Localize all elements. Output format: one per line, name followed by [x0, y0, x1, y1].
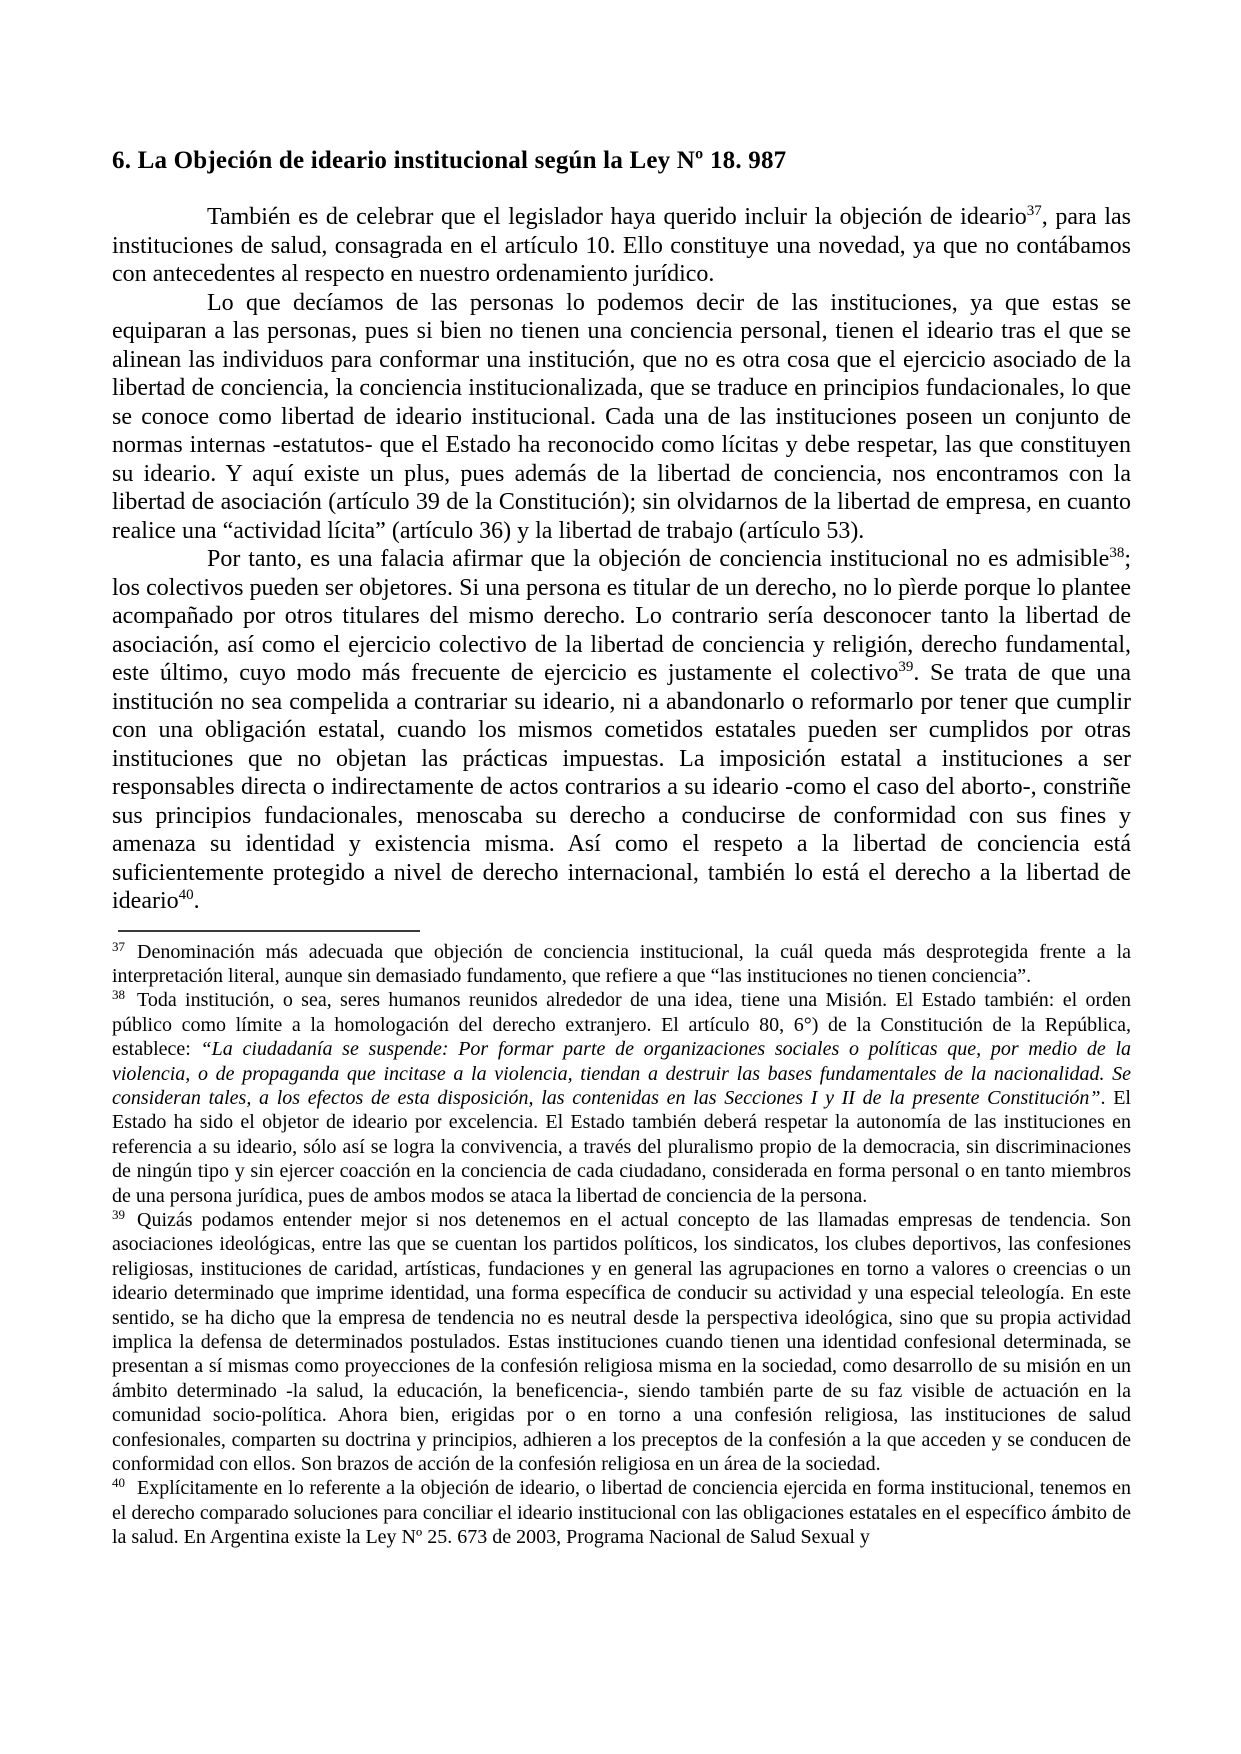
- footnote-ref-39: 39: [898, 659, 914, 675]
- footnote-text: Quizás podamos entender mejor si nos detenemos en el actual concepto de las llamadas empresas de tendencia. Son asociaciones ideológicas, entre las que se cuentan los partidos políticos, los sindicatos, los clubes deportivos, las confesiones religiosas, instituciones de caridad, artísticas, fundaciones y en general las agrupaciones en torno a valores o creencias o un ideario determinado que imprime identidad, una forma específica de conducir su actividad y una especial teleología. En este sentido, se ha dicho que la empresa de tendencia no es neutral desde la perspectiva ideológica, sino que su propia actividad implica la defensa de determinados postulados. Estas instituciones cuando tienen una identidad confesional determinada, se presentan a sí mismas como proyecciones de la confesión religiosa misma en la sociedad, como desarrollo de su misión en un ámbito determinado -la salud, la educación, la beneficencia-, siendo también parte de su faz visible de actuación en la comunidad socio-política. Ahora bien, erigidas por o en torno a una confesión religiosa, las instituciones de salud confesionales, comparten su doctrina y principios, adhieren a los preceptos de la confesión a la que acceden y se conducen de conformidad con ellos. Son brazos de acción de la confesión religiosa en un área de la sociedad.: [112, 1208, 1131, 1476]
- footnote-marker: 38: [112, 987, 125, 1003]
- page-content: [112, 146, 1131, 1550]
- footnote-38: [112, 988, 1131, 1208]
- section-heading: 6. La Objeción de ideario institucional según la Ley Nº 18. 987: [112, 147, 787, 174]
- footnote-separator: [118, 930, 420, 932]
- body-paragraph-2: [112, 289, 1131, 546]
- paragraph-text: , para las instituciones de salud, consagrada en el artículo 10. Ello constituye una novedad, ya que no contábamos con antecedentes al respecto en nuestro ordenamiento jurídico.: [112, 204, 1131, 287]
- footnote-text: Explícitamente en lo referente a la objeción de ideario, o libertad de conciencia ejercida en forma institucional, tenemos en el derecho comparado soluciones para conciliar el ideario institucional con las obligaciones estatales en el específico ámbito de la salud. En Argentina existe la Ley Nº 25. 673 de 2003, Programa Nacional de Salud Sexual y: [112, 1477, 1131, 1549]
- footnote-marker: 39: [112, 1206, 125, 1222]
- footnote-ref-37: 37: [1026, 203, 1042, 219]
- footnotes-section: [112, 940, 1131, 1550]
- footnote-text: Toda institución, o sea, seres humanos reunidos alrededor de una idea, tiene una Misión. El Estado también: el orden público como límite a la homologación del derecho extranjero. El artículo 80, 6°) de la Constitución de la República, establece:: [112, 989, 1131, 1061]
- footnote-quote-italic: “La ciudadanía se suspende: Por formar parte de organizaciones sociales o políticas que, por medio de la violencia, o de propaganda que incitase a la violencia, tiendan a destruir las bases fundamentales de la nacionalidad. Se consideran tales, a los efectos de esta disposición, las contenidas en las Secciones I y II de la presente Constitución”: [112, 1038, 1131, 1109]
- footnote-39: [112, 1208, 1131, 1476]
- paragraph-text: . Se trata de que una institución no sea compelida a contrariar su ideario, ni a abandonarlo o reformarlo por tener que cumplir con una obligación estatal, cuando los mismos cometidos estatales pueden ser cumplidos por otras instituciones que no objetan las prácticas impuestas. La imposición estatal a instituciones a ser responsables directa o indirectamente de actos contrarios a su ideario -como el caso del aborto-, constriñe sus principios fundacionales, menoscaba su derecho a conducirse de conformidad con sus fines y amenaza su identidad y existencia misma. Así como el respeto a la libertad de conciencia está suficientemente protegido a nivel de derecho internacional, también lo está el derecho a la libertad de ideario: [112, 660, 1132, 914]
- paragraph-text: También es de celebrar que el legislador haya querido incluir la objeción de ideario: [207, 204, 1027, 230]
- footnote-text: . El Estado ha sido el objetor de ideario por excelencia. El Estado también deberá respetar la autonomía de las instituciones en referencia a su ideario, sólo así se logra la convivencia, a través del pluralismo propio de la democracia, sin discriminaciones de ningún tipo y sin ejercer coacción en la conciencia de cada ciudadano, considerada en forma personal o en tanto miembros de una persona jurídica, pues de ambos modos se ataca la libertad de conciencia de la persona.: [112, 1086, 1131, 1207]
- footnote-marker: 37: [112, 938, 125, 954]
- paragraph-text: .: [193, 888, 200, 914]
- paragraph-text: Lo que decíamos de las personas lo podemos decir de las instituciones, ya que estas se equiparan a las personas, pues si bien no tienen una conciencia personal, tienen el ideario tras el que se alinean las individuos para conformar una institución, que no es otra cosa que el ejercicio asociado de la libertad de conciencia, la conciencia institucionalizada, que se traduce en principios fundacionales, lo que se conoce como libertad de ideario institucional. Cada una de las instituciones poseen un conjunto de normas internas -estatutos- que el Estado ha reconocido como lícitas y debe respetar, las que constituyen su ideario. Y aquí existe un plus, pues además de la libertad de conciencia, nos encontramos con la libertad de asociación (artículo 39 de la Constitución); sin olvidarnos de la libertad de empresa, en cuanto realice una “actividad lícita” (artículo 36) y la libertad de trabajo (artículo 53).: [112, 289, 1131, 544]
- footnote-40: [112, 1476, 1131, 1549]
- footnote-ref-38: 38: [1109, 545, 1125, 561]
- body-text: [112, 203, 1131, 916]
- footnote-ref-40: 40: [178, 887, 194, 903]
- footnote-text: Denominación más adecuada que objeción de conciencia institucional, la cuál queda más desprotegida frente a la interpretación literal, aunque sin demasiado fundamento, que refiere a que “las instituciones no tienen conciencia”.: [112, 940, 1131, 987]
- footnote-37: [112, 940, 1131, 989]
- body-paragraph-1: [112, 203, 1131, 289]
- body-paragraph-3: [112, 545, 1131, 916]
- paragraph-text: ; los colectivos pueden ser objetores. Si una persona es titular de un derecho, no lo pìerde porque lo plantee acompañado por otros titulares del mismo derecho. Lo contrario sería desconocer tanto la libertad de asociación, así como el ejercicio colectivo de la libertad de conciencia y religión, derecho fundamental, este último, cuyo modo más frecuente de ejercicio es justamente el colectivo: [112, 546, 1131, 686]
- paragraph-text: Por tanto, es una falacia afirmar que la objeción de conciencia institucional no es admisible: [207, 546, 1110, 572]
- footnote-marker: 40: [112, 1475, 125, 1491]
